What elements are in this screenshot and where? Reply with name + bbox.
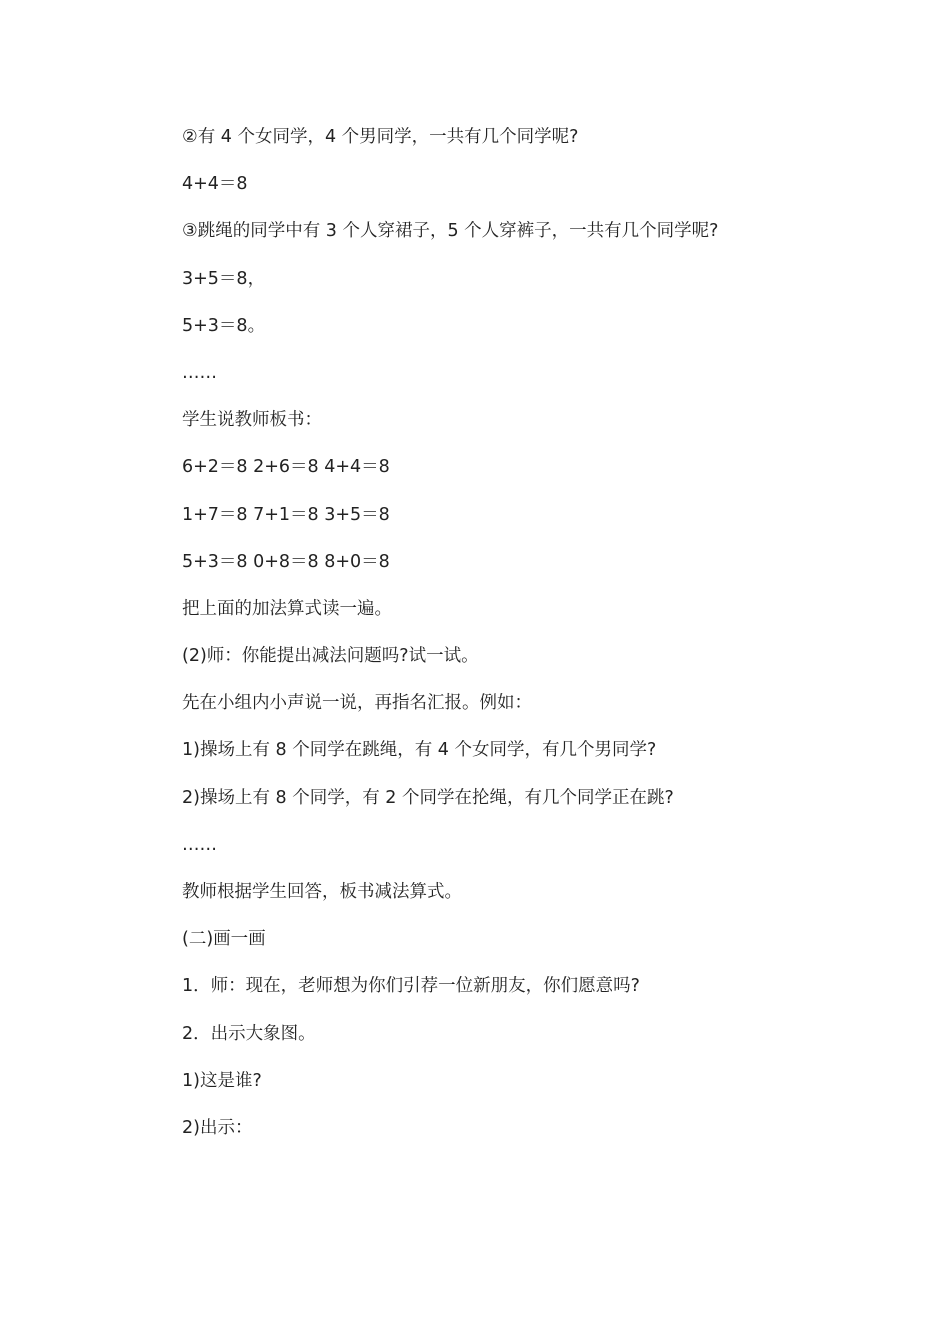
equation-row: 6+2＝8 2+6＝8 4+4＝8 — [182, 457, 390, 478]
subtraction-prompt: (2)师：你能提出减法问题吗?试一试。 — [182, 646, 479, 667]
example-question: 2)操场上有 8 个同学，有 2 个同学在抡绳，有几个同学正在跳? — [182, 787, 674, 808]
equation-line: 5+3＝8。 — [182, 315, 266, 336]
document-body — [182, 122, 802, 1160]
equation-row: 5+3＝8 0+8＝8 8+0＝8 — [182, 551, 390, 572]
section-heading: (二)画一画 — [182, 929, 266, 950]
sub-step: 1)这是谁? — [182, 1070, 262, 1091]
read-aloud-instruction: 把上面的加法算式读一遍。 — [182, 598, 392, 619]
ellipsis: …… — [182, 362, 217, 383]
question-skirts-pants: ③跳绳的同学中有 3 个人穿裙子，5 个人穿裤子，一共有几个同学呢? — [182, 221, 719, 242]
equation-row: 1+7＝8 7+1＝8 3+5＝8 — [182, 504, 390, 525]
sub-step: 2)出示： — [182, 1117, 253, 1138]
equation-line: 3+5＝8， — [182, 268, 266, 289]
numbered-step: 2．出示大象图。 — [182, 1023, 316, 1044]
ellipsis: …… — [182, 834, 217, 855]
example-question: 1)操场上有 8 个同学在跳绳，有 4 个女同学，有几个男同学? — [182, 740, 657, 761]
equation-line: 4+4＝8 — [182, 174, 248, 195]
numbered-step: 1．师：现在，老师想为你们引荐一位新朋友，你们愿意吗? — [182, 976, 640, 997]
group-discussion-instruction: 先在小组内小声说一说，再指名汇报。例如： — [182, 693, 532, 714]
board-subtraction-note: 教师根据学生回答，板书减法算式。 — [182, 882, 462, 902]
board-writing-intro: 学生说教师板书： — [182, 410, 322, 431]
question-girls-boys: ②有 4 个女同学，4 个男同学，一共有几个同学呢? — [182, 127, 579, 147]
